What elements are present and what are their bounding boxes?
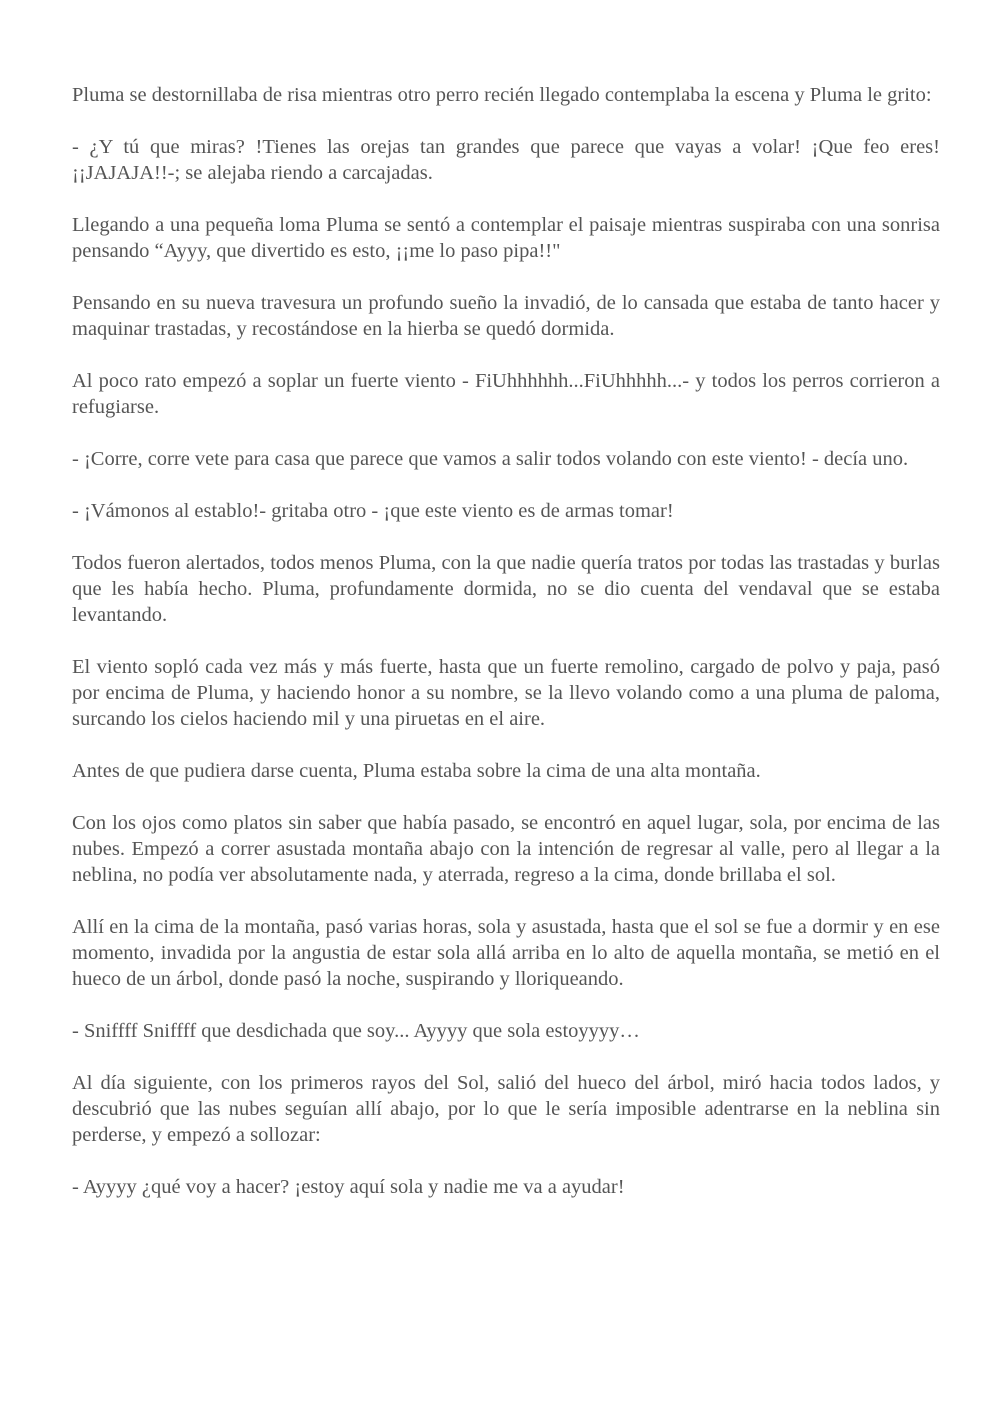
paragraph-10: Antes de que pudiera darse cuenta, Pluma estaba sobre la cima de una alta montaña.	[72, 760, 761, 782]
paragraph-2: - ¿Y tú que miras? !Tienes las orejas tan grandes que parece que vayas a volar! ¡Que feo eres! ¡¡JAJAJA!!-; se alejaba riendo a carcajadas.	[72, 136, 940, 184]
paragraph-1: Pluma se destornillaba de risa mientras otro perro recién llegado contemplaba la escena y Pluma le grito:	[72, 84, 932, 106]
paragraph-15: - Ayyyy ¿qué voy a hacer? ¡estoy aquí sola y nadie me va a ayudar!	[72, 1176, 625, 1198]
document-page	[72, 82, 940, 1226]
paragraph-11: Con los ojos como platos sin saber que había pasado, se encontró en aquel lugar, sola, por encima de las nubes. Empezó a correr asustada montaña abajo con la intención de regresar al valle, pero al llegar a la neblina, no podía ver absolutamente nada, y aterrada, regreso a la cima, donde brillaba el sol.	[72, 812, 940, 886]
paragraph-4: Pensando en su nueva travesura un profundo sueño la invadió, de lo cansada que estaba de tanto hacer y maquinar trastadas, y recostándose en la hierba se quedó dormida.	[72, 292, 940, 340]
paragraph-3: Llegando a una pequeña loma Pluma se sentó a contemplar el paisaje mientras suspiraba con una sonrisa pensando “Ayyy, que divertido es esto, ¡¡me lo paso pipa!!"	[72, 214, 940, 262]
paragraph-13: - Sniffff Sniffff que desdichada que soy... Ayyyy que sola estoyyyy…	[72, 1020, 640, 1042]
paragraph-7: - ¡Vámonos al establo!- gritaba otro - ¡que este viento es de armas tomar!	[72, 500, 674, 522]
paragraph-14: Al día siguiente, con los primeros rayos del Sol, salió del hueco del árbol, miró hacia todos lados, y descubrió que las nubes seguían allí abajo, por lo que le sería imposible adentrarse en la neblina sin perderse, y empezó a sollozar:	[72, 1072, 940, 1146]
paragraph-6: - ¡Corre, corre vete para casa que parece que vamos a salir todos volando con este viento! - decía uno.	[72, 448, 909, 470]
paragraph-8: Todos fueron alertados, todos menos Pluma, con la que nadie quería tratos por todas las trastadas y burlas que les había hecho. Pluma, profundamente dormida, no se dio cuenta del vendaval que se estaba levantando.	[72, 552, 940, 626]
paragraph-9: El viento sopló cada vez más y más fuerte, hasta que un fuerte remolino, cargado de polvo y paja, pasó por encima de Pluma, y haciendo honor a su nombre, se la llevo volando como a una pluma de paloma, surcando los cielos haciendo mil y una piruetas en el aire.	[72, 656, 940, 730]
paragraph-5: Al poco rato empezó a soplar un fuerte viento - FiUhhhhhh...FiUhhhhh...- y todos los perros corrieron a refugiarse.	[72, 370, 940, 418]
paragraph-12: Allí en la cima de la montaña, pasó varias horas, sola y asustada, hasta que el sol se fue a dormir y en ese momento, invadida por la angustia de estar sola allá arriba en lo alto de aquella montaña, se metió en el hueco de un árbol, donde pasó la noche, suspirando y lloriqueando.	[72, 916, 940, 990]
